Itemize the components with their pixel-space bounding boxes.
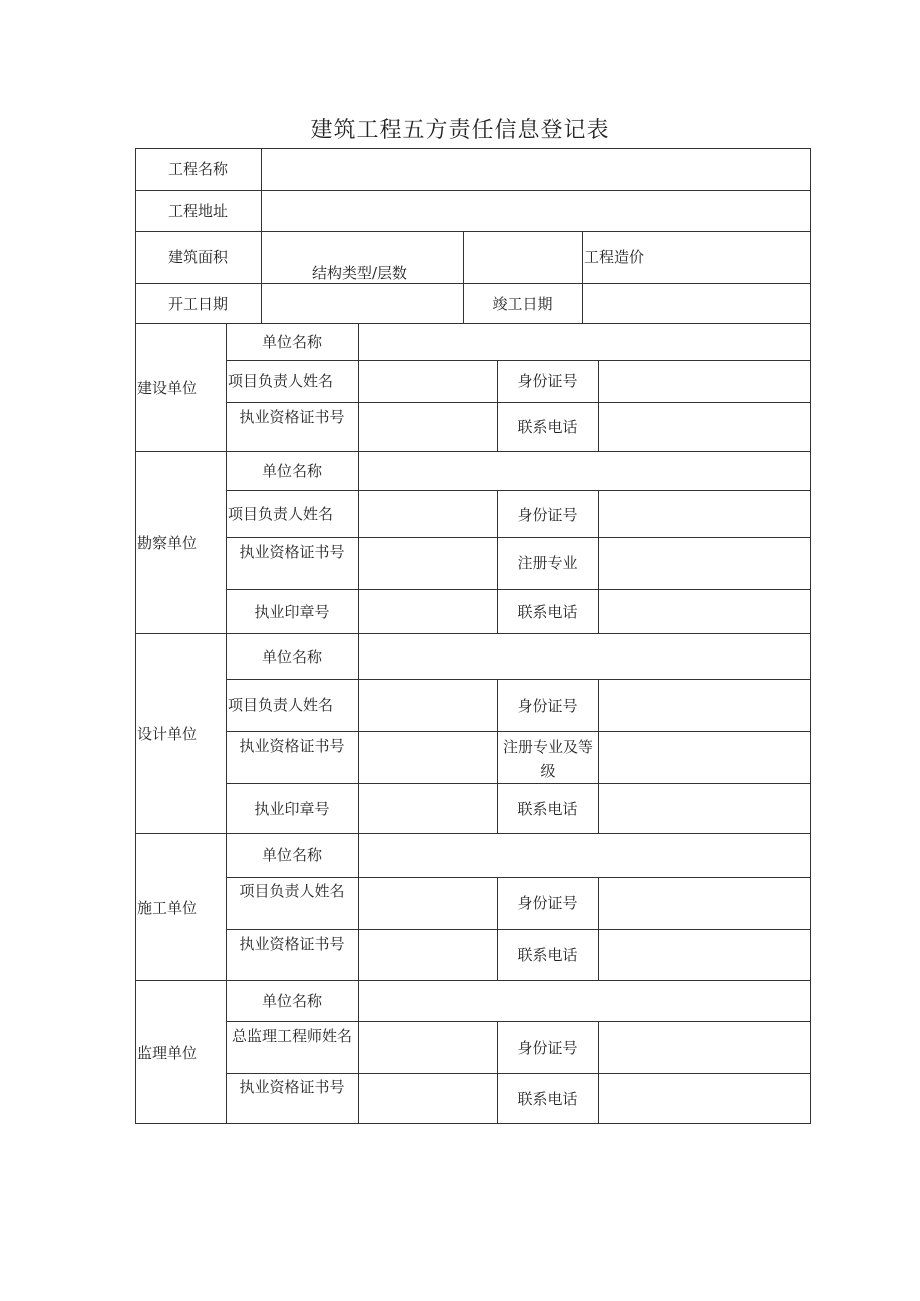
- project-cost-label: 工程造价: [584, 248, 645, 266]
- supervision-unit-name-label: 单位名称: [261, 992, 322, 1010]
- structure-type-label: 结构类型/层数: [312, 264, 408, 282]
- end-date-field[interactable]: [583, 284, 810, 323]
- builder-manager-label: 项目负责人姓名: [228, 372, 334, 390]
- builder-cert-field[interactable]: [359, 403, 497, 451]
- survey-id-label: 身份证号: [517, 506, 578, 524]
- project-address-label: 工程地址: [167, 202, 228, 220]
- supervision-phone-label: 联系电话: [517, 1090, 578, 1108]
- survey-phone-label: 联系电话: [517, 603, 578, 621]
- design-seal-field[interactable]: [359, 784, 497, 833]
- survey-seal-label: 执业印章号: [254, 603, 330, 621]
- construction-cert-field[interactable]: [359, 930, 497, 980]
- supervision-section-label: 监理单位: [137, 1044, 198, 1062]
- construction-id-field[interactable]: [599, 878, 810, 929]
- survey-unit-name-label: 单位名称: [261, 462, 322, 480]
- project-name-label: 工程名称: [167, 160, 228, 178]
- construction-unit-name-field[interactable]: [359, 834, 810, 877]
- supervision-chief-field[interactable]: [359, 1022, 497, 1073]
- construction-manager-field[interactable]: [359, 878, 497, 929]
- supervision-phone-field[interactable]: [599, 1074, 810, 1123]
- construction-unit-name-label: 单位名称: [261, 846, 322, 864]
- design-id-field[interactable]: [599, 680, 810, 731]
- survey-cert-label: 执业资格证书号: [239, 543, 345, 561]
- builder-id-field[interactable]: [599, 361, 810, 402]
- design-cert-field[interactable]: [359, 732, 497, 783]
- builder-unit-name-label: 单位名称: [261, 333, 322, 351]
- table-border-bottom: [135, 1123, 811, 1124]
- design-unit-name-label: 单位名称: [261, 648, 322, 666]
- construction-cert-label: 执业资格证书号: [239, 935, 345, 953]
- survey-cert-field[interactable]: [359, 538, 497, 589]
- survey-reg-major-field[interactable]: [599, 538, 810, 589]
- builder-unit-name-field[interactable]: [359, 324, 810, 360]
- supervision-id-label: 身份证号: [517, 1039, 578, 1057]
- design-seal-label: 执业印章号: [254, 800, 330, 818]
- construction-section-label: 施工单位: [137, 899, 198, 917]
- supervision-unit-name-field[interactable]: [359, 981, 810, 1021]
- design-phone-field[interactable]: [599, 784, 810, 833]
- builder-id-label: 身份证号: [517, 372, 578, 390]
- builder-section-label: 建设单位: [137, 379, 198, 397]
- survey-seal-field[interactable]: [359, 590, 497, 633]
- design-unit-name-field[interactable]: [359, 634, 810, 679]
- start-date-field[interactable]: [262, 284, 463, 323]
- survey-phone-field[interactable]: [599, 590, 810, 633]
- supervision-cert-label: 执业资格证书号: [239, 1078, 345, 1096]
- design-phone-label: 联系电话: [517, 800, 578, 818]
- construction-manager-label: 项目负责人姓名: [239, 882, 345, 900]
- design-reg-major-grade-label: 注册专业及等级: [502, 738, 593, 780]
- builder-phone-field[interactable]: [599, 403, 810, 451]
- design-cert-label: 执业资格证书号: [239, 737, 345, 755]
- project-address-field[interactable]: [262, 191, 810, 231]
- survey-manager-label: 项目负责人姓名: [228, 505, 334, 523]
- building-area-label: 建筑面积: [167, 248, 228, 266]
- supervision-chief-label: 总监理工程师姓名: [231, 1027, 352, 1045]
- supervision-id-field[interactable]: [599, 1022, 810, 1073]
- end-date-label: 竣工日期: [492, 295, 553, 313]
- design-section-label: 设计单位: [137, 725, 198, 743]
- design-id-label: 身份证号: [517, 697, 578, 715]
- survey-id-field[interactable]: [599, 491, 810, 537]
- construction-phone-field[interactable]: [599, 930, 810, 980]
- start-date-label: 开工日期: [167, 295, 228, 313]
- construction-id-label: 身份证号: [517, 894, 578, 912]
- survey-manager-field[interactable]: [359, 491, 497, 537]
- builder-cert-label: 执业资格证书号: [239, 408, 345, 426]
- table-border-right: [810, 148, 811, 1124]
- builder-manager-field[interactable]: [359, 361, 497, 402]
- survey-section-label: 勘察单位: [137, 534, 198, 552]
- survey-unit-name-field[interactable]: [359, 452, 810, 490]
- project-name-field[interactable]: [262, 149, 810, 190]
- structure-type-field[interactable]: [464, 232, 582, 283]
- survey-reg-major-label: 注册专业: [517, 554, 578, 572]
- construction-phone-label: 联系电话: [517, 946, 578, 964]
- design-manager-label: 项目负责人姓名: [228, 696, 334, 714]
- builder-phone-label: 联系电话: [517, 418, 578, 436]
- design-manager-field[interactable]: [359, 680, 497, 731]
- page-title: 建筑工程五方责任信息登记表: [310, 118, 610, 143]
- supervision-cert-field[interactable]: [359, 1074, 497, 1123]
- design-reg-major-grade-field[interactable]: [599, 732, 810, 783]
